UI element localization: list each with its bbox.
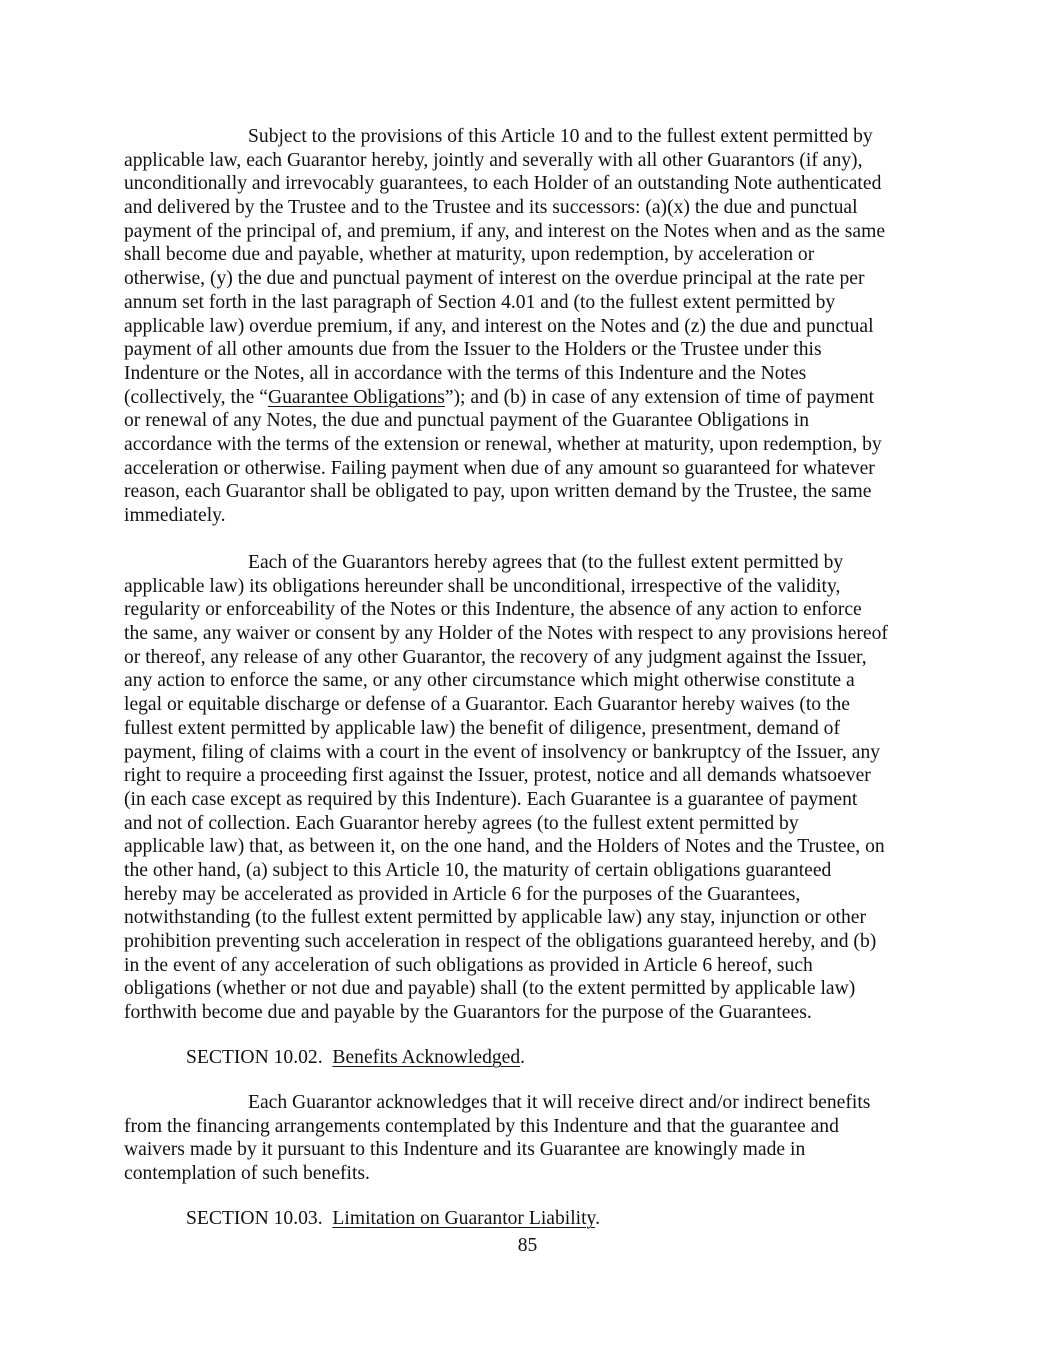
section-number: SECTION 10.03.: [186, 1208, 323, 1229]
paragraph-line: obligations (whether or not due and payable) shall (to the extent permitted by applicable law): [124, 978, 856, 1000]
section-number: SECTION 10.02.: [186, 1047, 323, 1068]
paragraph-line: regularity or enforceability of the Notes or this Indenture, the absence of any action to enforce: [124, 599, 862, 621]
paragraph-line: or thereof, any release of any other Guarantor, the recovery of any judgment against the Issuer,: [124, 646, 867, 668]
guarantee-paragraph: [124, 125, 936, 528]
paragraph-line: applicable law) its obligations hereunder shall be unconditional, irrespective of the validity,: [124, 575, 841, 597]
section-heading-10-02: SECTION 10.02. Benefits Acknowledged.: [186, 1047, 526, 1068]
paragraph-line: immediately.: [124, 505, 226, 526]
paragraph-line: payment of the principal of, and premium, if any, and interest on the Notes when and as the same: [124, 220, 886, 242]
waiver-paragraph: [124, 551, 936, 1025]
paragraph-line: acceleration or otherwise. Failing payment when due of any amount so guaranteed for whatever: [124, 457, 875, 479]
paragraph-line: right to require a proceeding first against the Issuer, protest, notice and all demands whatsoever: [124, 765, 871, 787]
paragraph-line: and not of collection. Each Guarantor hereby agrees (to the fullest extent permitted by: [124, 812, 799, 834]
paragraph-line: contemplation of such benefits.: [124, 1163, 370, 1185]
paragraph-line: the other hand, (a) subject to this Article 10, the maturity of certain obligations guaranteed: [124, 859, 832, 881]
paragraph-line: annum set forth in the last paragraph of Section 4.01 and (to the fullest extent permitted by: [124, 291, 836, 313]
paragraph-line: applicable law) overdue premium, if any, and interest on the Notes and (z) the due and punctual: [124, 315, 874, 337]
paragraph-line: applicable law) that, as between it, on the one hand, and the Holders of Notes and the Trustee, on: [124, 836, 885, 858]
paragraph-line: Each Guarantor acknowledges that it will receive direct and/or indirect benefits: [248, 1092, 871, 1113]
paragraph-line: otherwise, (y) the due and punctual payment of interest on the overdue principal at the rate per: [124, 268, 865, 290]
page-number: 85: [517, 1235, 538, 1256]
paragraph-line: waivers made by it pursuant to this Indenture and its Guarantee are knowingly made in: [124, 1139, 806, 1161]
paragraph-line: legal or equitable discharge or defense of a Guarantor. Each Guarantor hereby waives (to the: [124, 694, 850, 716]
paragraph-line: fullest extent permitted by applicable law) the benefit of diligence, presentment, demand of: [124, 717, 841, 739]
paragraph-line: from the financing arrangements contemplated by this Indenture and that the guarantee and: [124, 1115, 839, 1137]
paragraph-line: unconditionally and irrevocably guarantees, to each Holder of an outstanding Note authenticated: [124, 173, 882, 195]
paragraph-line: payment, filing of claims with a court in the event of insolvency or bankruptcy of the Issuer, any: [124, 741, 881, 763]
paragraph-line: reason, each Guarantor shall be obligated to pay, upon written demand by the Trustee, the same: [124, 481, 872, 503]
section-title: Benefits Acknowledged: [332, 1047, 521, 1068]
defined-term-guarantee-obligations: Guarantee Obligations: [267, 386, 445, 408]
paragraph-line: Each of the Guarantors hereby agrees that (to the fullest extent permitted by: [248, 552, 844, 573]
paragraph-line: hereby may be accelerated as provided in Article 6 for the purposes of the Guarantees,: [124, 883, 801, 905]
paragraph-line: Indenture or the Notes, all in accordance with the terms of this Indenture and the Notes: [124, 362, 807, 384]
paragraph-line: or renewal of any Notes, the due and punctual payment of the Guarantee Obligations in: [124, 410, 810, 432]
paragraph-line: in the event of any acceleration of such obligations as provided in Article 6 hereof, such: [124, 954, 813, 976]
paragraph-line: (collectively, the “Guarantee Obligations”); and (b) in case of any extension of time of payment: [124, 386, 875, 408]
section-heading-10-03: SECTION 10.03. Limitation on Guarantor Liability.: [186, 1208, 600, 1229]
paragraph-line: notwithstanding (to the fullest extent permitted by applicable law) any stay, injunction or other: [124, 907, 867, 929]
paragraph-line: any action to enforce the same, or any other circumstance which might otherwise constitute a: [124, 670, 855, 692]
paragraph-line: (in each case except as required by this Indenture). Each Guarantee is a guarantee of payment: [124, 788, 858, 810]
paragraph-line: forthwith become due and payable by the Guarantors for the purpose of the Guarantees.: [124, 1002, 812, 1024]
section-title: Limitation on Guarantor Liability: [332, 1208, 596, 1229]
paragraph-line: the same, any waiver or consent by any Holder of the Notes with respect to any provisions hereof: [124, 623, 888, 645]
paragraph-line: applicable law, each Guarantor hereby, jointly and severally with all other Guarantors (if any),: [124, 149, 863, 171]
paragraph-line: Subject to the provisions of this Article 10 and to the fullest extent permitted by: [248, 126, 873, 147]
paragraph-line: payment of all other amounts due from the Issuer to the Holders or the Trustee under this: [124, 339, 822, 361]
paragraph-line: accordance with the terms of the extension or renewal, whether at maturity, upon redemption, by: [124, 433, 882, 455]
paragraph-line: and delivered by the Trustee and to the Trustee and its successors: (a)(x) the due and punctual: [124, 197, 858, 219]
paragraph-line: shall become due and payable, whether at maturity, upon redemption, by acceleration or: [124, 244, 815, 266]
paragraph-line: prohibition preventing such acceleration in respect of the obligations guaranteed hereby, and (b): [124, 931, 877, 952]
benefits-paragraph: [124, 1091, 936, 1186]
